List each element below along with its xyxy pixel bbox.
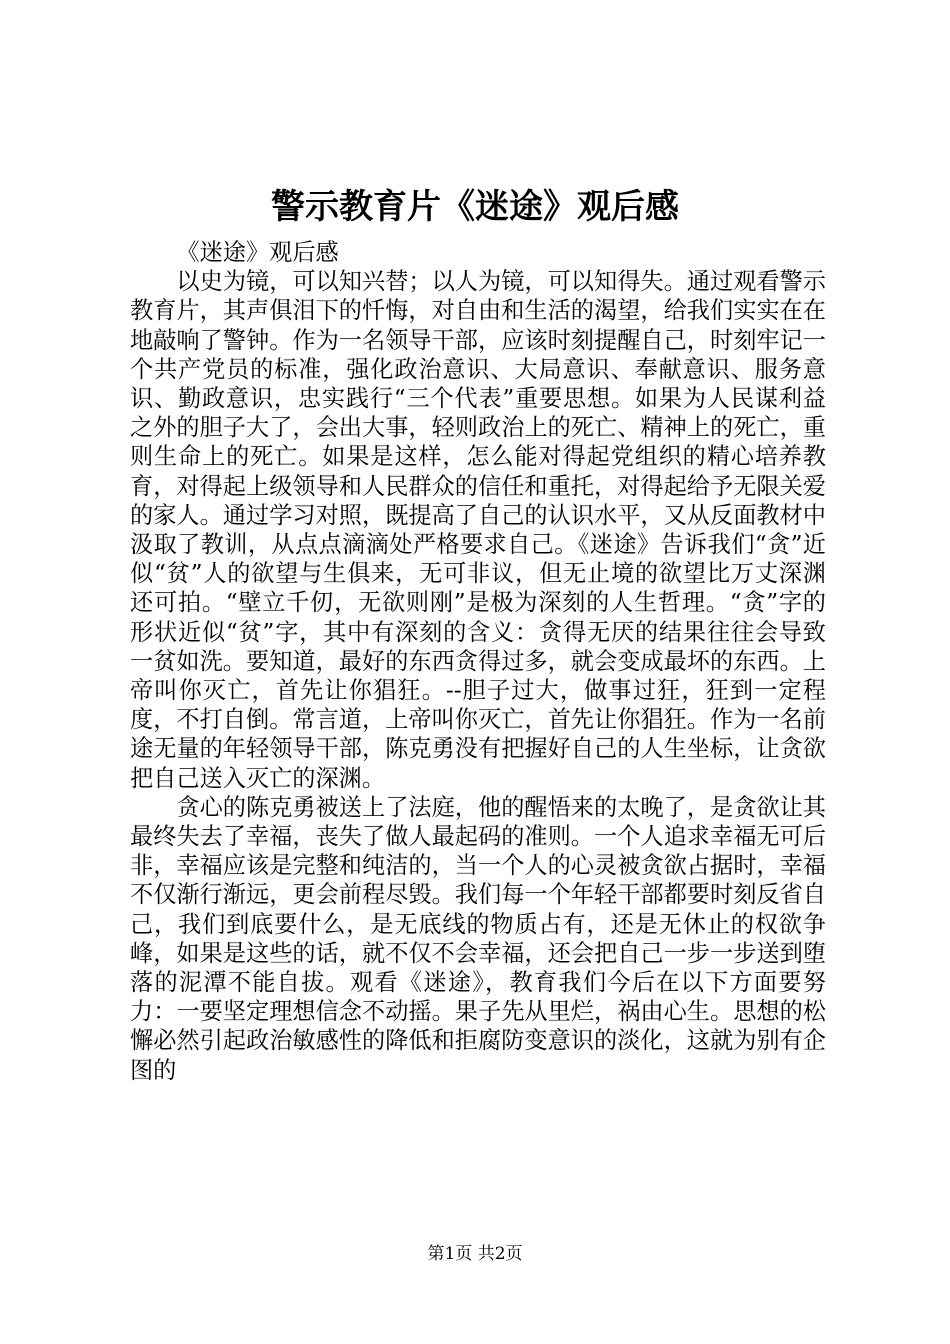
page-footer: 第1页 共2页: [427, 1244, 523, 1264]
body-paragraph-heading: 《迷途》观后感: [176, 239, 339, 266]
body-paragraph: 贪心的陈克勇被送上了法庭，他的醒悟来的太晚了，是贪欲让其最终失去了幸福，丧失了做人最起码的准则。一个人追求幸福无可后非，幸福应该是完整和纯洁的，当一个人的心灵被贪欲占据时，幸福不仅渐行渐远，更会前程尽毁。我们每一个年轻干部都要时刻反省自己，我们到底要什么，是无底线的物质占有，还是无休止的权欲争峰，如果是这些的话，就不仅不会幸福，还会把自己一步一步送到堕落的泥潭不能自拔。观看《迷途》，教育我们今后在以下方面要努力：一要坚定理想信念不动摇。果子先从里烂，祸由心生。思想的松懈必然引起政治敏感性的降低和拒腐防变意识的淡化，这就为别有企图的: [130, 793, 826, 1084]
document-body: [130, 238, 826, 1085]
body-paragraph: 以史为镜，可以知兴替；以人为镜，可以知得失。通过观看警示教育片，其声俱泪下的忏悔，对自由和生活的渴望，给我们实实在在地敲响了警钟。作为一名领导干部，应该时刻提醒自己，时刻牢记一个共产党员的标准，强化政治意识、大局意识、奉献意识、服务意识、勤政意识，忠实践行“三个代表”重要思想。如果为人民谋利益之外的胆子大了，会出大事，轻则政治上的死亡、精神上的死亡，重则生命上的死亡。如果是这样，怎么能对得起党组织的精心培养教育，对得起上级领导和人民群众的信任和重托，对得起给予无限关爱的家人。通过学习对照，既提高了自己的认识水平，又从反面教材中汲取了教训，从点点滴滴处严格要求自己。《迷途》告诉我们“贪”近似“贫”人的欲望与生俱来，无可非议，但无止境的欲望比万丈深渊还可拍。“壁立千仞，无欲则刚”是极为深刻的人生哲理。“贪”字的形状近似“贫”字，其中有深刻的含义：贪得无厌的结果往往会导致一贫如洗。要知道，最好的东西贪得过多，就会变成最坏的东西。上帝叫你灭亡，首先让你猖狂。--胆子过大，做事过狂，狂到一定程度，不打自倒。常言道，上帝叫你灭亡，首先让你猖狂。作为一名前途无量的年轻领导干部，陈克勇没有把握好自己的人生坐标，让贪欲把自己送入灭亡的深渊。: [130, 268, 826, 792]
document-title: 警示教育片《迷途》观后感: [271, 187, 679, 227]
